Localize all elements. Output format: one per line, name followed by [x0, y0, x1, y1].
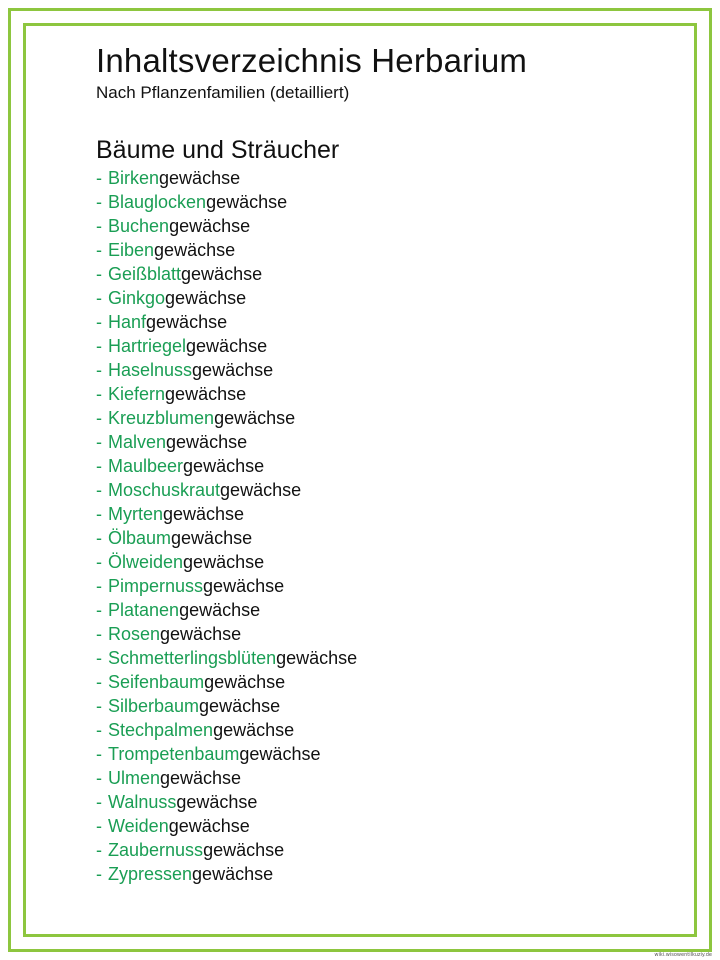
bullet-dash: - [96, 384, 102, 404]
list-item [96, 238, 676, 262]
family-name-suffix: gewächse [165, 384, 247, 404]
list-item [96, 670, 676, 694]
bullet-dash: - [96, 408, 102, 428]
list-item [96, 262, 676, 286]
list-item [96, 814, 676, 838]
family-name-suffix: gewächse [169, 216, 251, 236]
bullet-dash: - [96, 168, 102, 188]
list-item [96, 502, 676, 526]
list-item [96, 766, 676, 790]
bullet-dash: - [96, 480, 102, 500]
list-item [96, 454, 676, 478]
list-item [96, 622, 676, 646]
family-name-prefix: Pimpernuss [108, 576, 204, 596]
family-name-suffix: gewächse [165, 288, 247, 308]
list-item [96, 598, 676, 622]
bullet-dash: - [96, 456, 102, 476]
credit-text: wiki.wisowentilkuziy.de [654, 952, 712, 958]
list-item [96, 526, 676, 550]
bullet-dash: - [96, 528, 102, 548]
family-name-suffix: gewächse [159, 168, 241, 188]
family-name-prefix: Ölbaum [108, 528, 172, 548]
family-name-prefix: Haselnuss [108, 360, 193, 380]
family-name-prefix: Moschuskraut [108, 480, 221, 500]
list-item [96, 430, 676, 454]
family-name-prefix: Trompetenbaum [108, 744, 240, 764]
family-name-prefix: Kreuzblumen [108, 408, 215, 428]
bullet-dash: - [96, 336, 102, 356]
bullet-dash: - [96, 720, 102, 740]
family-name-prefix: Stechpalmen [108, 720, 214, 740]
bullet-dash: - [96, 240, 102, 260]
family-name-prefix: Birken [108, 168, 160, 188]
page-subtitle: Nach Pflanzenfamilien (detailliert) [96, 83, 350, 102]
family-name-prefix: Rosen [108, 624, 161, 644]
family-name-prefix: Hartriegel [108, 336, 187, 356]
family-name-suffix: gewächse [206, 192, 288, 212]
family-name-prefix: Ginkgo [108, 288, 166, 308]
family-name-suffix: gewächse [176, 792, 258, 812]
family-name-suffix: gewächse [183, 552, 265, 572]
family-name-suffix: gewächse [199, 696, 281, 716]
family-name-prefix: Eiben [108, 240, 155, 260]
list-item [96, 406, 676, 430]
family-name-prefix: Geißblatt [108, 264, 182, 284]
list-item [96, 862, 676, 886]
bullet-dash: - [96, 600, 102, 620]
list-item [96, 190, 676, 214]
bullet-dash: - [96, 816, 102, 836]
family-name-prefix: Seifenbaum [108, 672, 205, 692]
family-name-suffix: gewächse [203, 840, 285, 860]
list-item [96, 718, 676, 742]
bullet-dash: - [96, 648, 102, 668]
family-name-suffix: gewächse [146, 312, 228, 332]
family-name-prefix: Walnuss [108, 792, 177, 812]
family-name-suffix: gewächse [213, 720, 295, 740]
family-name-suffix: gewächse [166, 432, 248, 452]
family-name-suffix: gewächse [239, 744, 321, 764]
family-name-suffix: gewächse [276, 648, 358, 668]
family-name-suffix: gewächse [186, 336, 268, 356]
family-name-suffix: gewächse [163, 504, 245, 524]
list-item [96, 382, 676, 406]
family-name-prefix: Platanen [108, 600, 180, 620]
list-item [96, 646, 676, 670]
list-item [96, 286, 676, 310]
bullet-dash: - [96, 792, 102, 812]
bullet-dash: - [96, 552, 102, 572]
list-item [96, 478, 676, 502]
family-name-prefix: Myrten [108, 504, 164, 524]
family-name-prefix: Blauglocken [108, 192, 207, 212]
family-name-suffix: gewächse [220, 480, 302, 500]
list-item [96, 166, 676, 190]
bullet-dash: - [96, 768, 102, 788]
list-item [96, 742, 676, 766]
list-item [96, 574, 676, 598]
section-title: Bäume und Sträucher [96, 136, 340, 164]
page-title: Inhaltsverzeichnis Herbarium [96, 42, 528, 79]
family-name-suffix: gewächse [203, 576, 285, 596]
family-name-suffix: gewächse [192, 864, 274, 884]
list-item [96, 694, 676, 718]
bullet-dash: - [96, 624, 102, 644]
family-name-prefix: Kiefern [108, 384, 166, 404]
bullet-dash: - [96, 840, 102, 860]
family-name-prefix: Buchen [108, 216, 170, 236]
family-name-prefix: Weiden [108, 816, 169, 836]
family-name-prefix: Ulmen [108, 768, 161, 788]
list-item [96, 358, 676, 382]
family-name-prefix: Zypressen [108, 864, 193, 884]
bullet-dash: - [96, 504, 102, 524]
bullet-dash: - [96, 696, 102, 716]
family-name-prefix: Ölweiden [108, 552, 184, 572]
family-name-prefix: Malven [108, 432, 167, 452]
list-item [96, 310, 676, 334]
list-item [96, 550, 676, 574]
bullet-dash: - [96, 288, 102, 308]
bullet-dash: - [96, 864, 102, 884]
family-name-suffix: gewächse [214, 408, 296, 428]
family-name-suffix: gewächse [154, 240, 236, 260]
family-name-prefix: Maulbeer [108, 456, 184, 476]
bullet-dash: - [96, 264, 102, 284]
family-name-prefix: Hanf [108, 312, 147, 332]
bullet-dash: - [96, 576, 102, 596]
bullet-dash: - [96, 216, 102, 236]
family-name-prefix: Zaubernuss [108, 840, 204, 860]
family-name-prefix: Silberbaum [108, 696, 200, 716]
family-list [96, 166, 676, 886]
bullet-dash: - [96, 744, 102, 764]
bullet-dash: - [96, 192, 102, 212]
family-name-suffix: gewächse [179, 600, 261, 620]
family-name-suffix: gewächse [168, 816, 250, 836]
list-item [96, 214, 676, 238]
bullet-dash: - [96, 672, 102, 692]
family-name-suffix: gewächse [160, 768, 242, 788]
family-name-suffix: gewächse [183, 456, 265, 476]
family-name-suffix: gewächse [171, 528, 253, 548]
bullet-dash: - [96, 360, 102, 380]
family-name-suffix: gewächse [204, 672, 286, 692]
list-item [96, 838, 676, 862]
family-name-prefix: Schmetterlingsblüten [108, 648, 277, 668]
bullet-dash: - [96, 432, 102, 452]
family-name-suffix: gewächse [160, 624, 242, 644]
family-name-suffix: gewächse [181, 264, 263, 284]
list-item [96, 790, 676, 814]
bullet-dash: - [96, 312, 102, 332]
family-name-suffix: gewächse [192, 360, 274, 380]
list-item [96, 334, 676, 358]
page-content [96, 40, 676, 886]
